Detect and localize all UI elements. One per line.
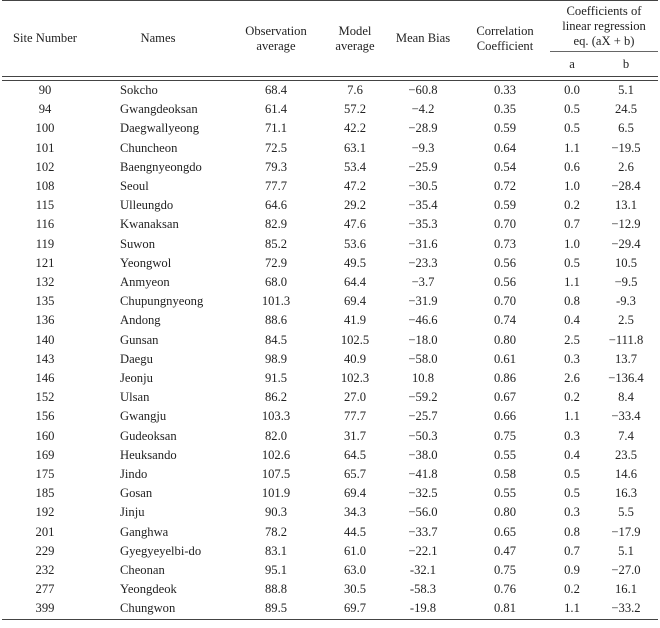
cell-correlation: 0.55 [493, 447, 517, 462]
cell-name: Heuksando [120, 447, 177, 462]
statistics-table [2, 0, 658, 620]
cell-site-number: 108 [35, 179, 55, 194]
cell-model-average: 69.4 [343, 294, 367, 309]
cell-name: Suwon [120, 236, 155, 251]
cell-site-number: 121 [35, 255, 55, 270]
cell-correlation: 0.67 [493, 390, 517, 405]
cell-coefficient-a: 0.2 [564, 582, 580, 597]
cell-model-average: 42.2 [343, 121, 367, 136]
cell-coefficient-b: 8.4 [618, 390, 634, 405]
cell-coefficient-b: −33.2 [611, 601, 641, 616]
cell-mean-bias: −31.9 [408, 294, 438, 309]
cell-observation-average: 101.9 [261, 486, 291, 501]
cell-observation-average: 79.3 [264, 159, 288, 174]
cell-mean-bias: −3.7 [411, 275, 435, 290]
cell-correlation: 0.56 [493, 255, 517, 270]
table-row [2, 446, 658, 465]
cell-correlation: 0.35 [493, 102, 517, 117]
cell-correlation: 0.72 [493, 179, 517, 194]
cell-mean-bias: −41.8 [408, 467, 438, 482]
cell-name: Andong [120, 313, 161, 328]
cell-correlation: 0.56 [493, 275, 517, 290]
cell-correlation: 0.59 [493, 121, 517, 136]
cell-coefficient-b: 5.5 [618, 505, 634, 520]
cell-name: Gwangju [120, 409, 167, 424]
cell-coefficient-a: 0.9 [564, 563, 580, 578]
cell-mean-bias: −50.3 [408, 428, 438, 443]
table-row [2, 484, 658, 503]
cell-coefficient-a: 0.5 [564, 467, 580, 482]
cell-name: Jinju [120, 505, 145, 520]
table-row [2, 177, 658, 196]
cell-site-number: 132 [35, 275, 55, 290]
cell-coefficient-b: 13.1 [614, 198, 638, 213]
cell-site-number: 229 [35, 543, 55, 558]
table-row [2, 100, 658, 119]
table-row [2, 369, 658, 388]
cell-coefficient-b: 16.3 [614, 486, 638, 501]
header-correlation: Correlation Coefficient [476, 23, 534, 53]
cell-name: Ganghwa [120, 524, 169, 539]
table-row [2, 254, 658, 273]
cell-coefficient-a: 0.8 [564, 524, 580, 539]
cell-site-number: 277 [35, 582, 55, 597]
table-row [2, 235, 658, 254]
cell-site-number: 140 [35, 332, 55, 347]
cell-model-average: 64.5 [343, 447, 367, 462]
cell-observation-average: 107.5 [261, 467, 291, 482]
table-header [2, 1, 658, 81]
cell-correlation: 0.58 [493, 467, 517, 482]
cell-model-average: 47.6 [343, 217, 367, 232]
cell-correlation: 0.75 [493, 428, 517, 443]
cell-site-number: 143 [35, 351, 55, 366]
cell-mean-bias: −25.7 [408, 409, 438, 424]
cell-coefficient-b: 5.1 [618, 543, 634, 558]
cell-observation-average: 88.8 [264, 582, 288, 597]
cell-model-average: 30.5 [343, 582, 367, 597]
header-b: b [594, 52, 658, 77]
cell-model-average: 102.3 [340, 371, 370, 386]
cell-correlation: 0.75 [493, 563, 517, 578]
cell-site-number: 119 [35, 236, 55, 251]
cell-mean-bias: −33.7 [408, 524, 438, 539]
cell-site-number: 146 [35, 371, 55, 386]
cell-coefficient-a: 1.1 [564, 275, 580, 290]
table-row [2, 523, 658, 542]
cell-observation-average: 61.4 [264, 102, 288, 117]
cell-name: Chuncheon [120, 140, 178, 155]
cell-correlation: 0.81 [493, 601, 517, 616]
table-row [2, 350, 658, 369]
cell-correlation: 0.61 [493, 351, 517, 366]
cell-coefficient-a: 0.3 [564, 428, 580, 443]
cell-observation-average: 68.4 [264, 83, 288, 97]
cell-site-number: 160 [35, 428, 55, 443]
cell-coefficient-a: 2.5 [564, 332, 580, 347]
cell-observation-average: 102.6 [261, 447, 291, 462]
cell-observation-average: 98.9 [264, 351, 288, 366]
cell-name: Baengnyeongdo [120, 159, 202, 174]
cell-name: Daegu [120, 351, 153, 366]
cell-coefficient-b: -9.3 [616, 294, 636, 309]
cell-coefficient-b: 2.6 [618, 159, 634, 174]
table-row [2, 542, 658, 561]
cell-model-average: 40.9 [343, 351, 367, 366]
cell-model-average: 64.4 [343, 275, 367, 290]
cell-coefficient-b: 10.5 [614, 255, 638, 270]
cell-coefficient-a: 0.2 [564, 198, 580, 213]
table-row [2, 158, 658, 177]
cell-observation-average: 88.6 [264, 313, 288, 328]
cell-coefficient-a: 0.5 [564, 486, 580, 501]
cell-model-average: 102.5 [340, 332, 370, 347]
cell-observation-average: 78.2 [264, 524, 288, 539]
cell-mean-bias: -19.8 [409, 601, 437, 616]
cell-observation-average: 82.0 [264, 428, 288, 443]
cell-site-number: 192 [35, 505, 55, 520]
cell-mean-bias: −18.0 [408, 332, 438, 347]
cell-model-average: 69.4 [343, 486, 367, 501]
cell-coefficient-a: 1.1 [564, 409, 580, 424]
cell-site-number: 156 [35, 409, 55, 424]
cell-name: Anmyeon [120, 275, 170, 290]
table-row [2, 388, 658, 407]
header-names: Names [140, 31, 176, 45]
cell-coefficient-a: 2.6 [564, 371, 580, 386]
cell-model-average: 63.0 [343, 563, 367, 578]
cell-model-average: 77.7 [343, 409, 367, 424]
cell-site-number: 102 [35, 159, 55, 174]
cell-correlation: 0.59 [493, 198, 517, 213]
table-row [2, 427, 658, 446]
table-row [2, 561, 658, 580]
table-row [2, 465, 658, 484]
cell-coefficient-b: −28.4 [611, 179, 641, 194]
cell-observation-average: 89.5 [264, 601, 288, 616]
cell-name: Chupungnyeong [120, 294, 204, 309]
cell-site-number: 201 [35, 524, 55, 539]
cell-coefficient-b: −17.9 [611, 524, 641, 539]
cell-coefficient-a: 0.6 [564, 159, 580, 174]
cell-model-average: 27.0 [343, 390, 367, 405]
cell-model-average: 29.2 [343, 198, 367, 213]
cell-model-average: 57.2 [343, 102, 367, 117]
cell-coefficient-b: 23.5 [614, 447, 638, 462]
cell-site-number: 136 [35, 313, 55, 328]
cell-coefficient-b: 13.7 [614, 351, 638, 366]
cell-name: Gudeoksan [120, 428, 177, 443]
cell-name: Ulleungdo [120, 198, 174, 213]
cell-coefficient-b: −9.5 [614, 275, 638, 290]
table-row [2, 139, 658, 158]
cell-coefficient-a: 1.0 [564, 179, 580, 194]
cell-correlation: 0.80 [493, 505, 517, 520]
cell-model-average: 7.6 [347, 83, 363, 97]
cell-observation-average: 71.1 [264, 121, 288, 136]
cell-name: Daegwallyeong [120, 121, 200, 136]
cell-site-number: 232 [35, 563, 55, 578]
cell-observation-average: 103.3 [261, 409, 291, 424]
cell-site-number: 399 [35, 601, 55, 616]
cell-coefficient-b: 6.5 [618, 121, 634, 136]
table-body [2, 81, 658, 620]
cell-model-average: 44.5 [343, 524, 367, 539]
cell-mean-bias: −38.0 [408, 447, 438, 462]
table-row [2, 599, 658, 619]
cell-coefficient-b: −29.4 [611, 236, 641, 251]
cell-site-number: 115 [35, 198, 55, 213]
header-coefficients: Coefficients of linear regression eq. (aX + b) [562, 3, 646, 48]
cell-observation-average: 91.5 [264, 371, 288, 386]
cell-coefficient-a: 0.3 [564, 505, 580, 520]
cell-correlation: 0.74 [493, 313, 517, 328]
cell-model-average: 41.9 [343, 313, 367, 328]
cell-name: Gyegyeyelbi-do [120, 543, 202, 558]
cell-site-number: 185 [35, 486, 55, 501]
header-site-number: Site Number [12, 31, 77, 45]
cell-model-average: 63.1 [343, 140, 367, 155]
cell-coefficient-b: 7.4 [618, 428, 634, 443]
cell-name: Gunsan [120, 332, 159, 347]
cell-mean-bias: -32.1 [409, 563, 437, 578]
cell-site-number: 101 [35, 140, 55, 155]
cell-coefficient-b: −33.4 [611, 409, 641, 424]
cell-mean-bias: 10.8 [411, 371, 435, 386]
cell-coefficient-a: 0.5 [564, 121, 580, 136]
cell-name: Seoul [120, 179, 149, 194]
cell-site-number: 90 [38, 83, 52, 97]
cell-mean-bias: −22.1 [408, 543, 438, 558]
header-a: a [550, 52, 594, 77]
cell-coefficient-b: −19.5 [611, 140, 641, 155]
header-mean-bias: Mean Bias [395, 31, 451, 45]
cell-name: Gosan [120, 486, 153, 501]
cell-mean-bias: −4.2 [411, 102, 435, 117]
cell-coefficient-b: −136.4 [608, 371, 644, 386]
cell-observation-average: 64.6 [264, 198, 288, 213]
cell-observation-average: 95.1 [264, 563, 288, 578]
cell-observation-average: 101.3 [261, 294, 291, 309]
cell-observation-average: 72.9 [264, 255, 288, 270]
table-row [2, 273, 658, 292]
cell-coefficient-a: 1.1 [564, 140, 580, 155]
cell-model-average: 49.5 [343, 255, 367, 270]
cell-coefficient-a: 0.8 [564, 294, 580, 309]
cell-site-number: 116 [35, 217, 55, 232]
cell-coefficient-a: 0.7 [564, 217, 580, 232]
cell-mean-bias: −60.8 [408, 83, 438, 97]
cell-mean-bias: −25.9 [408, 159, 438, 174]
cell-observation-average: 68.0 [264, 275, 288, 290]
cell-observation-average: 82.9 [264, 217, 288, 232]
cell-observation-average: 83.1 [264, 543, 288, 558]
cell-observation-average: 85.2 [264, 236, 288, 251]
table-row [2, 580, 658, 599]
cell-model-average: 47.2 [343, 179, 367, 194]
cell-coefficient-a: 0.0 [564, 83, 580, 97]
cell-coefficient-b: 2.5 [618, 313, 634, 328]
table-row [2, 81, 658, 101]
cell-mean-bias: −23.3 [408, 255, 438, 270]
cell-coefficient-a: 0.7 [564, 543, 580, 558]
cell-name: Jeonju [120, 371, 153, 386]
cell-coefficient-b: −111.8 [608, 332, 644, 347]
cell-coefficient-b: 5.1 [618, 83, 634, 97]
cell-observation-average: 72.5 [264, 140, 288, 155]
cell-observation-average: 86.2 [264, 390, 288, 405]
cell-mean-bias: −31.6 [408, 236, 438, 251]
cell-mean-bias: −59.2 [408, 390, 438, 405]
header-observation-average: Observation average [245, 23, 307, 53]
cell-coefficient-b: 24.5 [614, 102, 638, 117]
cell-site-number: 169 [35, 447, 55, 462]
cell-correlation: 0.70 [493, 217, 517, 232]
cell-coefficient-a: 0.2 [564, 390, 580, 405]
cell-name: Sokcho [120, 83, 158, 97]
table-row [2, 292, 658, 311]
cell-mean-bias: −28.9 [408, 121, 438, 136]
cell-correlation: 0.54 [493, 159, 517, 174]
cell-correlation: 0.47 [493, 543, 517, 558]
cell-observation-average: 84.5 [264, 332, 288, 347]
cell-model-average: 61.0 [343, 543, 367, 558]
table-row [2, 331, 658, 350]
cell-model-average: 69.7 [343, 601, 367, 616]
cell-coefficient-a: 0.5 [564, 255, 580, 270]
cell-model-average: 31.7 [343, 428, 367, 443]
cell-site-number: 152 [35, 390, 55, 405]
cell-model-average: 53.6 [343, 236, 367, 251]
cell-model-average: 65.7 [343, 467, 367, 482]
cell-coefficient-a: 1.0 [564, 236, 580, 251]
cell-coefficient-a: 0.4 [564, 447, 580, 462]
header-model-average: Model average [335, 23, 375, 53]
cell-site-number: 135 [35, 294, 55, 309]
cell-name: Kwanaksan [120, 217, 179, 232]
cell-coefficient-b: −27.0 [611, 563, 641, 578]
cell-correlation: 0.80 [493, 332, 517, 347]
cell-correlation: 0.64 [493, 140, 517, 155]
cell-model-average: 53.4 [343, 159, 367, 174]
table-row [2, 503, 658, 522]
cell-correlation: 0.33 [493, 83, 517, 97]
cell-mean-bias: −56.0 [408, 505, 438, 520]
cell-name: Yeongdeok [120, 582, 177, 597]
cell-coefficient-b: 16.1 [614, 582, 638, 597]
table-row [2, 407, 658, 426]
cell-correlation: 0.70 [493, 294, 517, 309]
cell-site-number: 175 [35, 467, 55, 482]
cell-observation-average: 77.7 [264, 179, 288, 194]
table-row [2, 119, 658, 138]
cell-name: Ulsan [120, 390, 150, 405]
cell-site-number: 100 [35, 121, 55, 136]
cell-mean-bias: −35.3 [408, 217, 438, 232]
cell-correlation: 0.76 [493, 582, 517, 597]
cell-name: Jindo [120, 467, 148, 482]
cell-name: Chungwon [120, 601, 176, 616]
cell-coefficient-a: 0.5 [564, 102, 580, 117]
cell-name: Yeongwol [120, 255, 172, 270]
cell-mean-bias: −46.6 [408, 313, 438, 328]
cell-model-average: 34.3 [343, 505, 367, 520]
cell-name: Gwangdeoksan [120, 102, 198, 117]
cell-mean-bias: −30.5 [408, 179, 438, 194]
cell-mean-bias: −35.4 [408, 198, 438, 213]
cell-correlation: 0.65 [493, 524, 517, 539]
cell-mean-bias: -58.3 [409, 582, 437, 597]
table-row [2, 196, 658, 215]
table-row [2, 311, 658, 330]
cell-correlation: 0.66 [493, 409, 517, 424]
cell-mean-bias: −58.0 [408, 351, 438, 366]
cell-correlation: 0.73 [493, 236, 517, 251]
cell-coefficient-a: 1.1 [564, 601, 580, 616]
cell-mean-bias: −9.3 [411, 140, 435, 155]
cell-coefficient-a: 0.3 [564, 351, 580, 366]
cell-observation-average: 90.3 [264, 505, 288, 520]
cell-correlation: 0.86 [493, 371, 517, 386]
cell-coefficient-b: −12.9 [611, 217, 641, 232]
cell-coefficient-a: 0.4 [564, 313, 580, 328]
cell-site-number: 94 [38, 102, 52, 117]
table-row [2, 215, 658, 234]
cell-correlation: 0.55 [493, 486, 517, 501]
cell-name: Cheonan [120, 563, 165, 578]
cell-mean-bias: −32.5 [408, 486, 438, 501]
cell-coefficient-b: 14.6 [614, 467, 638, 482]
